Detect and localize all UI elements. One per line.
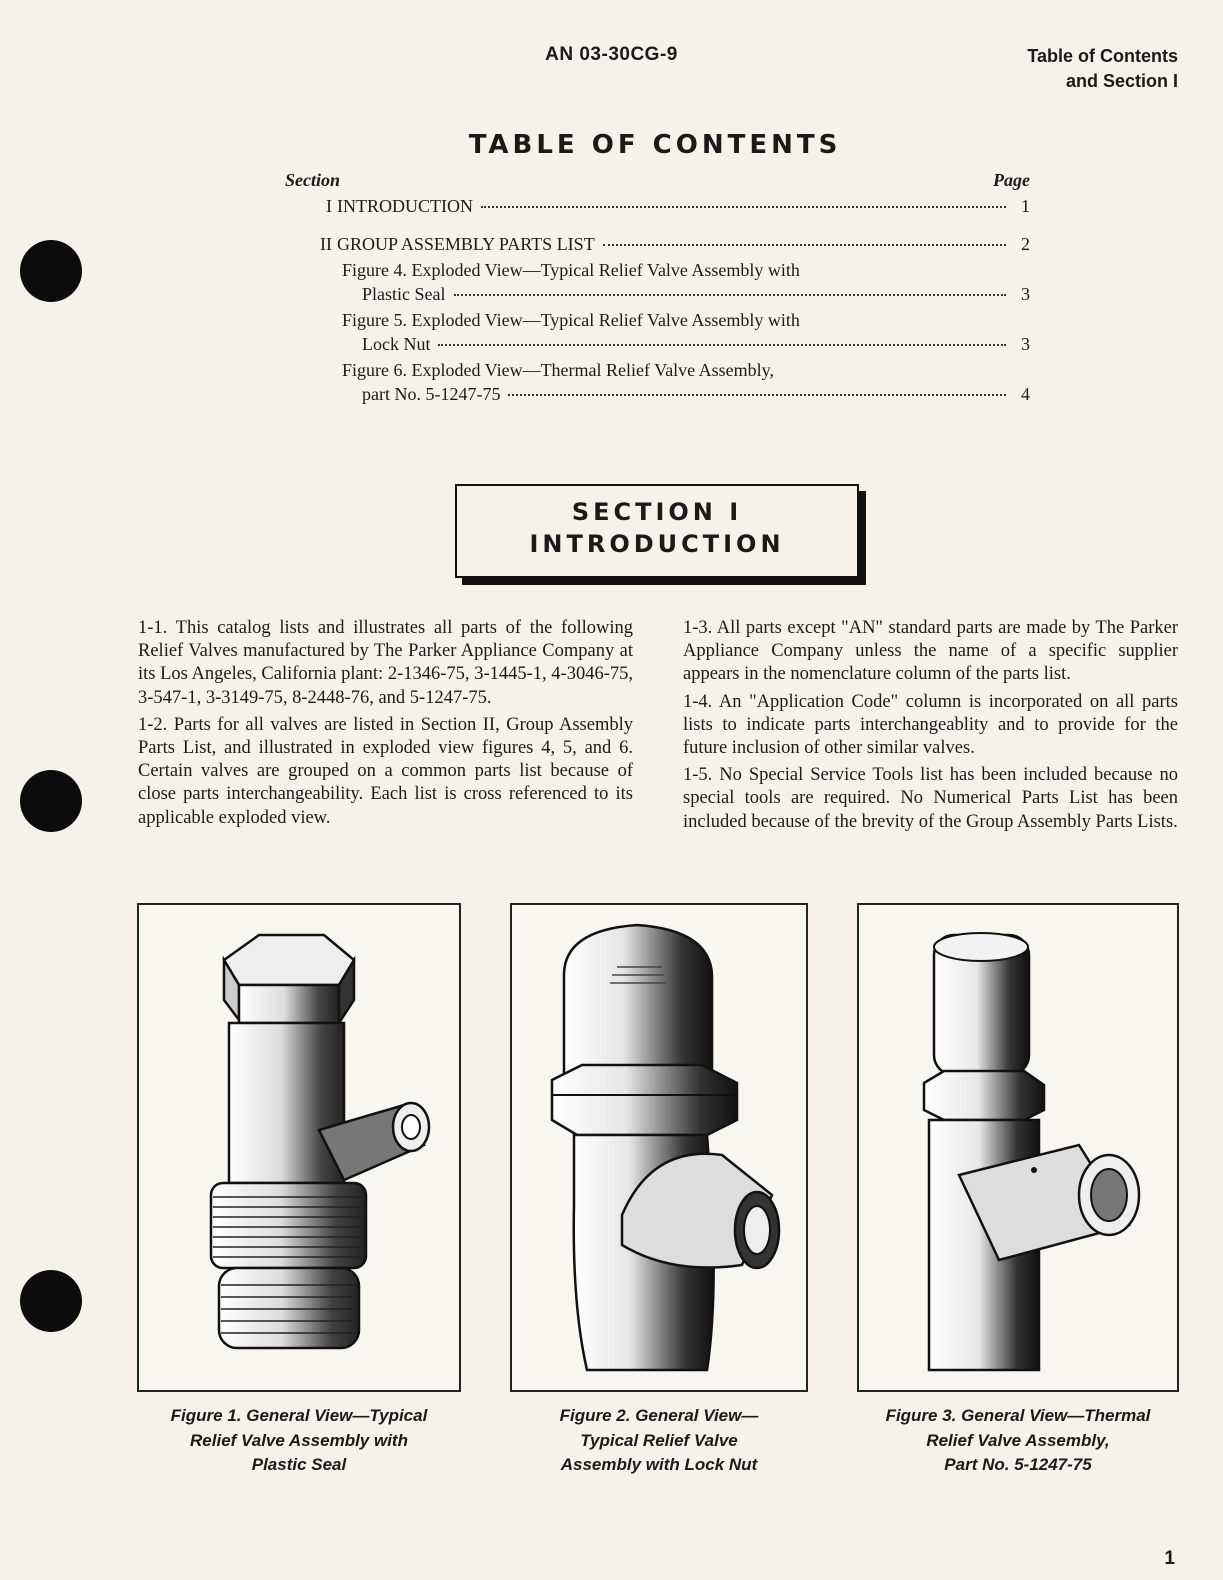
binder-hole bbox=[20, 1270, 82, 1332]
figure-2-caption bbox=[510, 1404, 808, 1478]
toc-figure-title-cont: Plastic Seal bbox=[362, 284, 446, 304]
paragraph: 1-2. Parts for all valves are listed in Section II, Group Assembly Parts List, and illustrated in exploded view figures 4, 5, and 6. Certain valves are grouped on a common parts list because of close parts interchangeability. Each list is cross referenced to its applicable exploded view. bbox=[138, 714, 633, 828]
section-title: INTRODUCTION bbox=[529, 530, 785, 558]
toc-figure-page: 4 bbox=[1021, 384, 1030, 404]
caption-line: Figure 3. General View—Thermal bbox=[885, 1406, 1151, 1425]
relief-valve-plastic-seal-drawing bbox=[139, 905, 459, 1390]
toc-leader-dots bbox=[454, 294, 1007, 296]
caption-line: Figure 2. General View— bbox=[559, 1406, 759, 1425]
text-column-right bbox=[683, 617, 1178, 838]
toc-section-heading: Section bbox=[285, 170, 341, 190]
toc-leader-dots bbox=[438, 344, 1006, 346]
binder-hole bbox=[20, 240, 82, 302]
toc-figure-entry[interactable] bbox=[285, 260, 1030, 310]
toc-entry[interactable] bbox=[285, 196, 1030, 222]
text-column-left bbox=[138, 617, 633, 834]
thermal-relief-valve-drawing bbox=[859, 905, 1177, 1390]
page-number: 1 bbox=[1164, 1548, 1175, 1569]
figure-3-illustration bbox=[857, 903, 1179, 1392]
toc-page-heading: Page bbox=[993, 170, 1030, 190]
figure-1-illustration bbox=[137, 903, 461, 1392]
toc-entry-number: II bbox=[320, 234, 332, 254]
figure-3-caption bbox=[857, 1404, 1179, 1478]
caption-line: Figure 1. General View—Typical bbox=[170, 1406, 428, 1425]
toc-leader-dots bbox=[508, 394, 1006, 396]
document-number: AN 03-30CG-9 bbox=[545, 44, 678, 65]
toc-entry-title: INTRODUCTION bbox=[337, 196, 473, 216]
toc-figure-title-cont: Lock Nut bbox=[362, 334, 431, 354]
toc-figure-page: 3 bbox=[1021, 334, 1030, 354]
toc-leader-dots bbox=[603, 244, 1006, 246]
caption-line: Relief Valve Assembly with bbox=[190, 1430, 408, 1450]
toc-title: TABLE OF CONTENTS bbox=[468, 130, 842, 160]
binder-hole bbox=[20, 770, 82, 832]
caption-line: Relief Valve Assembly, bbox=[926, 1430, 1110, 1450]
figure-1-caption bbox=[137, 1404, 461, 1478]
toc-figure-page: 3 bbox=[1021, 284, 1030, 304]
caption-line: Typical Relief Valve bbox=[580, 1430, 738, 1450]
toc-figure-title-cont: part No. 5-1247-75 bbox=[362, 384, 501, 404]
vent-hole-icon bbox=[1031, 1167, 1037, 1173]
paragraph: 1-1. This catalog lists and illustrates all parts of the following Relief Valves manufactured by The Parker Appliance Company at its Los Angeles, California plant: 2-1346-75, 3-1445-1, 4-3046-75, 3-547-1, 3-3149-75, 8-2448-76, and 5-1247-75. bbox=[138, 618, 633, 708]
caption-line: Assembly with Lock Nut bbox=[560, 1455, 758, 1474]
toc-figure-title: Figure 5. Exploded View—Typical Relief Valve Assembly with bbox=[342, 310, 800, 330]
paragraph: 1-4. An "Application Code" column is incorporated on all parts lists to indicate parts interchangeablity and to provide for the future inclusion of other similar valves. bbox=[683, 691, 1178, 759]
running-header-line1: Table of Contents bbox=[1027, 46, 1178, 66]
toc-figure-title: Figure 6. Exploded View—Thermal Relief Valve Assembly, bbox=[342, 360, 775, 380]
toc-entry-number: I bbox=[326, 196, 332, 216]
relief-valve-lock-nut-drawing bbox=[512, 905, 806, 1390]
running-header-line2: and Section I bbox=[1065, 71, 1178, 91]
toc-figure-entry[interactable] bbox=[285, 310, 1030, 360]
toc-leader-dots bbox=[481, 206, 1006, 208]
toc-entry-title: GROUP ASSEMBLY PARTS LIST bbox=[337, 234, 595, 254]
section-number: SECTION I bbox=[571, 498, 743, 526]
toc-header bbox=[285, 170, 1030, 196]
toc-entry-page: 1 bbox=[1021, 196, 1030, 216]
figure-2-illustration bbox=[510, 903, 808, 1392]
paragraph: 1-3. All parts except "AN" standard parts are made by The Parker Appliance Company unless the name of a specific supplier appears in the nomenclature column of the parts list. bbox=[683, 618, 1178, 685]
caption-line: Plastic Seal bbox=[251, 1455, 347, 1474]
toc-entry[interactable] bbox=[285, 234, 1030, 260]
toc-figure-entry[interactable] bbox=[285, 360, 1030, 410]
table-of-contents bbox=[285, 170, 1030, 410]
paragraph: 1-5. No Special Service Tools list has been included because no special tools are required. No Numerical Parts List has been included because of the brevity of the Group Assembly Parts Lists. bbox=[683, 765, 1178, 832]
section-heading-box bbox=[455, 484, 859, 578]
running-header bbox=[1027, 44, 1178, 94]
toc-figure-title: Figure 4. Exploded View—Typical Relief Valve Assembly with bbox=[342, 260, 800, 280]
toc-entry-page: 2 bbox=[1021, 234, 1030, 254]
caption-line: Part No. 5-1247-75 bbox=[944, 1455, 1092, 1474]
